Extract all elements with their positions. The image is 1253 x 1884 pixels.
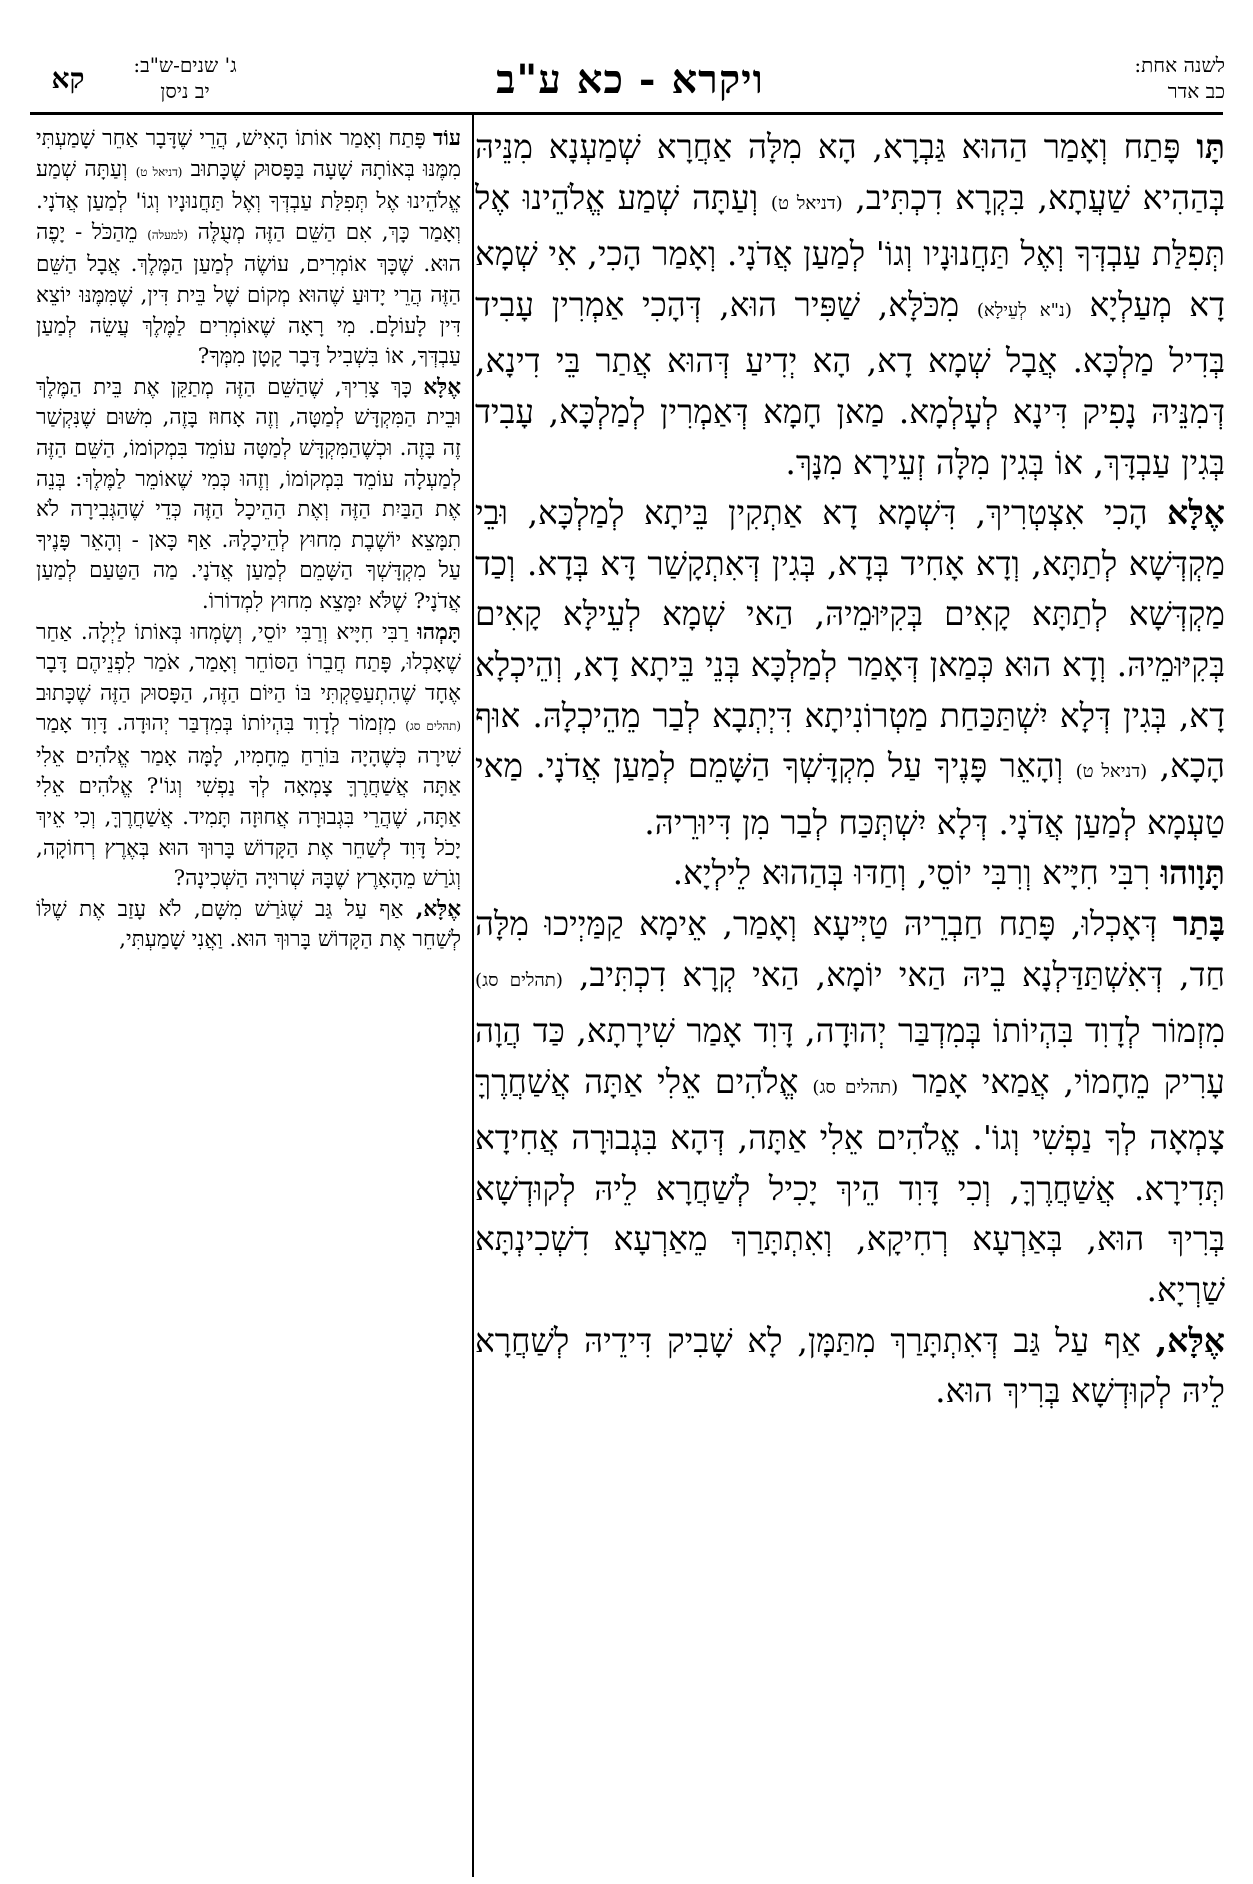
paragraph-text: פָּתַח וְאָמַר אוֹתוֹ הָאִישׁ, הֲרֵי שֶׁדָּבָר אַחֵר שָׁמַעְתִּי מִמֶּנּוּ בְּאוֹתָהּ שָׁעָה בַּפָּסוּק שֶׁכָּתוּב (36, 126, 461, 182)
schedule-one-year-date: כב אדר (1167, 79, 1225, 103)
paragraph-text: כָּךְ צָרִיךְ, שֶׁהַשֵּׁם הַזֶּה מְתַקֵּן אֶת בֵּית הַמֶּלֶךְ וּבֵית הַמִּקְדָּשׁ לְמַטָּה, וְזֶה אָחוּז בָּזֶה, מִשּׁוּם שֶׁנִּקְשַׁר זֶה בָּזֶה. וּכְשֶׁהַמִּקְדָּשׁ לְמַטָּה עוֹמֵד בִּמְקוֹמוֹ, הַשֵּׁם הַזֶּה לְמַעְלָה עוֹמֵד בִּמְקוֹמוֹ, וְזֶהוּ כְּמִי שֶׁאוֹמֵר לַמֶּלֶךְ: בְּנֵה אֶת הַבַּיִת הַזֶּה וְאֶת הַהֵיכָל הַזֶּה כְּדֵי שֶׁהַגְּבִירָה לֹא תִמָּצֵא יוֹשֶׁבֶת מִחוּץ לְהֵיכָלָהּ. אַף כָּאן - וְהָאֵר פָּנֶיךָ עַל מִקְדָּשְׁךָ הַשָּׁמֵם לְמַעַן אֲדֹנָי. מַה הַטַּעַם לְמַעַן אֲדֹנָי? שֶׁלֹּא יִמָּצֵא מִחוּץ לִמְדוֹרוֹ. (36, 374, 461, 614)
paragraph-text: רַבִּי חִיָּיא וְרַבִּי יוֹסֵי, וְשָׂמְחוּ בְּאוֹתוֹ לַיְלָה. אַחַר שֶׁאָכְלוּ, פָּתַח חֲבֵרוֹ הַסּוֹחֵר וְאָמַר, אֹמַר לִפְנֵיהֶם דָּבָר אֶחָד שֶׁהִתְעַסַּקְתִּי בּוֹ הַיּוֹם הַזֶּה, הַפָּסוּק הַזֶּה שֶׁכָּתוּב (36, 619, 461, 706)
hebrew-translation-column (36, 124, 461, 1877)
paragraph-text: דְּאָכְלוּ, פָּתַח חַבְרֵיהּ טַיְּיעָא וְאָמַר, אֵימָא קַמַּיְיכוּ מִלָּה חַד, דְּאִשְׁתַּדַּלְנָא בֵיהּ הַאי יוֹמָא, הַאי קְרָא דִכְתִּיב, (475, 903, 1225, 994)
paragraph-text: מֵהַכֹּל - יָפֶה הוּא. שֶׁכָּךְ אוֹמְרִים, עוֹשֶׂה לְמַעַן הַמֶּלֶךְ. אֲבָל הַשֵּׁם הַזֶּה הֲרֵי יָדוּעַ שֶׁהוּא מְקוֹם שֶׁל בֵּית דִּין, שֶׁמִּמֶּנּוּ יוֹצֵא דִּין לָעוֹלָם. מִי רָאָה שֶׁאוֹמְרִים לַמֶּלֶךְ עֲשֵׂה לְמַעַן עַבְדְּךָ, אוֹ בִּשְׁבִיל דָּבָר קָטָן מִמְּךָ? (36, 219, 461, 370)
paragraph-text: אֱלֹהִים אֵלִי אַתָּה אֲשַׁחֲרֶךָּ צָמְאָה לְךָ נַפְשִׁי וְגוֹ'. אֱלֹהִים אֵלִי אַתָּה, דְּהָא בִּגְבוּרָה אֲחִידָא תְּדִירָא. אֲשַׁחֲרֶךָּ, וְכִי דָּוִד הֵיךְ יָכִיל לְשַׁחֲרָא לֵיהּ לְקוּדְשָׁא בְּרִיךְ הוּא, בְּאַרְעָא רְחִיקָא, וְאִתְתָּרַךְ מֵאַרְעָא דִשְׁכִינְתָּא שַׁרְיָא. (475, 1061, 1225, 1310)
schedule-one-year-label: לשנה אחת: (1134, 53, 1225, 77)
variant-reading: (למעלה) (147, 227, 188, 242)
column-divider (472, 112, 474, 1877)
commentary-paragraph (36, 618, 461, 895)
paragraph-text: וְעַתָּה שְׁמַע אֱלֹהֵינוּ אֶל תְּפִלַּת עַבְדְּךָ וְאֶל תַּחֲנוּנָיו וְגוֹ' לְמַעַן אֲדֹנָי. וְאָמַר הָכִי, אִי שְׁמָא דָא מְעַלְיָא (475, 177, 1225, 324)
paragraph-text: הָכִי אִצְטְרִיךְ, דִּשְׁמָא דָא אַתְקִין בֵּיתָא לְמַלְכָּא, וּבֵי מַקְדְּשָׁא לְתַתָּא, וְדָא אָחִיד בְּדָא, בְּגִין דְּאִתְקָשַׁר דָּא בְּדָא. וְכַד מַקְדְּשָׁא לְתַתָּא קָאִים בְּקִיּוּמֵיהּ, הַאי שְׁמָא לְעֵילָּא קָאִים בְּקִיּוּמֵיהּ. וְדָא הוּא כְּמַאן דְּאָמַר לְמַלְכָּא בְּנֵי בֵּיתָא דָא, וְהֵיכְלָא דָא, בְּגִין דְּלָא יִשְׁתַּכַּחַת מַטְרוֹנִיתָא דִּיְתְבָא לְבַר מֵהֵיכְלָהּ. אוּף הָכָא, (475, 493, 1225, 786)
schedule-three-years-date: יב ניסן (160, 79, 210, 103)
main-paragraph (475, 848, 1225, 899)
commentary-paragraph (36, 373, 461, 618)
opening-word: תָּו (1196, 127, 1225, 166)
header-multi-year-info (95, 52, 275, 104)
verse-source: (דניאל ט) (770, 192, 843, 214)
verse-source: (דניאל ט) (135, 164, 183, 179)
paragraph-text: מִזְמוֹר לְדָוִד בִּהְיוֹתוֹ בְּמִדְבַּר יְהוּדָה. דָּוִד אָמַר שִׁירָה כְּשֶׁהָיָה בּוֹרֵחַ מֵחָמִיו, לָמָּה אָמַר אֱלֹהִים אֵלִי אַתָּה אֲשַׁחֲרֶךָּ צָמְאָה לְךָ נַפְשִׁי וְגוֹ'? אֱלֹהִים אֵלִי אַתָּה, שֶׁהֲרֵי בִּגְבוּרָה אֲחוּזָה תָּמִיד. אֲשַׁחֲרֶךָּ, וְכִי אֵיךְ יָכֹל דָּוִד לְשַׁחֵר אֶת הַקָּדוֹשׁ בָּרוּךְ הוּא בְּאֶרֶץ רְחוֹקָה, וְגֹרַשׁ מֵהָאָרֶץ שֶׁבָּהּ שְׁרוּיָה הַשְּׁכִינָה? (36, 711, 461, 892)
opening-word: אֶלָּא (1167, 493, 1225, 533)
paragraph-text: מִזְמוֹר לְדָוִד בִּהְיוֹתוֹ בְּמִדְבַּר יְהוּדָה, דָּוִד אָמַר שִׁירָתָא, כַּד הֲוָה עָרִיק מֵחָמוֹי, אֲמַאי אָמַר (475, 1011, 1225, 1101)
header-day-info (965, 52, 1225, 104)
commentary-paragraph (36, 895, 461, 956)
opening-word: תָּוָוהוּ (1160, 853, 1225, 893)
main-paragraph (475, 488, 1225, 848)
variant-reading: (נ"א לְעֵילָא) (976, 299, 1072, 321)
opening-word: בָּתַר (1172, 903, 1225, 943)
paragraph-text: אַף עַל גַּב דְּאִתְתָּרַךְ מִתַּמָּן, לָא שָׁבִיק דִּידֵיהּ לְשַׁחֲרָא לֵיהּ לְקוּדְשָׁא בְּרִיךְ הוּא. (475, 1320, 1225, 1411)
paragraph-text: רִבִּי חִיָּיא וְרִבִּי יוֹסֵי, וְחַדּוּ בְּהַהוּא לֵילְיָא. (672, 853, 1161, 893)
folio-number: קא (51, 62, 85, 95)
opening-word: אֶלָּא, (1155, 1320, 1225, 1360)
opening-word: תָּמְהוּ (417, 619, 461, 645)
paragraph-text: אַף עַל גַּב שֶׁגֹּרַשׁ מִשָּׁם, לֹא עָזַב אֶת שֶׁלּוֹ לְשַׁחֵר אֶת הַקָּדוֹשׁ בָּרוּךְ הוּא. וַאֲנִי שָׁמַעְתִּי, (36, 896, 461, 953)
opening-word: עוֹד (432, 126, 461, 151)
header-divider (30, 112, 1223, 115)
paragraph-text: פָּתַח וְאָמַר הַהוּא גַּבְרָא, הָא מִלָּה אַחֲרָא שְׁמַעְנָא מִנֵּיהּ בְּהַהִיא שַׁעֲתָא, בִּקְרָא דִכְתִּיב, (475, 127, 1225, 217)
commentary-paragraph (36, 124, 461, 373)
verse-source: (תהלים סג) (812, 1076, 899, 1098)
opening-word: אֶלָּא (423, 374, 461, 400)
main-paragraph (475, 1316, 1225, 1417)
paragraph-text: מִכֹּלָּא, שַׁפִּיר הוּא, דְּהָכִי אַמְרִין עָבִיד בְּדִיל מַלְכָּא. אֲבָל שְׁמָא דָא, הָא יְדִיעַ דְּהוּא אֲתַר בֵּי דִינָא, דְּמִנֵּיהּ נָפִיק דִּינָא לְעָלְמָא. מַאן חָמָא דְּאַמְרִין לְמַלְכָּא, עָבִיד בְּגִין עַבְדָּךְ, אוֹ בְּגִין מִלָּה זְעֵירָא מִנָּךְ. (475, 284, 1225, 482)
opening-word: אֶלָּא, (415, 896, 461, 922)
verse-source: (תהלים סג) (405, 719, 461, 734)
verse-source: (תהלים סג) (475, 969, 563, 991)
main-paragraph (475, 899, 1225, 1316)
verse-source: (דניאל ט) (1075, 761, 1148, 783)
main-paragraph (475, 122, 1225, 488)
paragraph-text: וְעַתָּה שְׁמַע אֱלֹהֵינוּ אֶל תְּפִלַּת עַבְדְּךָ וְאֶל תַּחֲנוּנָיו וְגוֹ' לְמַעַן אֲדֹנָי. וְאָמַר כָּךְ, אִם הַשֵּׁם הַזֶּה מְעֻלֶּה (36, 156, 461, 245)
main-aramaic-column (475, 122, 1225, 1877)
page-title: ויקרא - כא ע"ב (496, 56, 764, 103)
paragraph-text: וְהָאֵר פָּנֶיךָ עַל מִקְדָּשְׁךָ הַשָּׁמֵם לְמַעַן אֲדֹנָי. מַאי טַעְמָא לְמַעַן אֲדֹנָי. דְּלָא יִשְׁתְּכַּח לְבַר מִן דִּיוּרֵיהּ. (475, 746, 1225, 842)
schedule-three-years-label: ג' שנים-ש"ב: (133, 53, 237, 77)
